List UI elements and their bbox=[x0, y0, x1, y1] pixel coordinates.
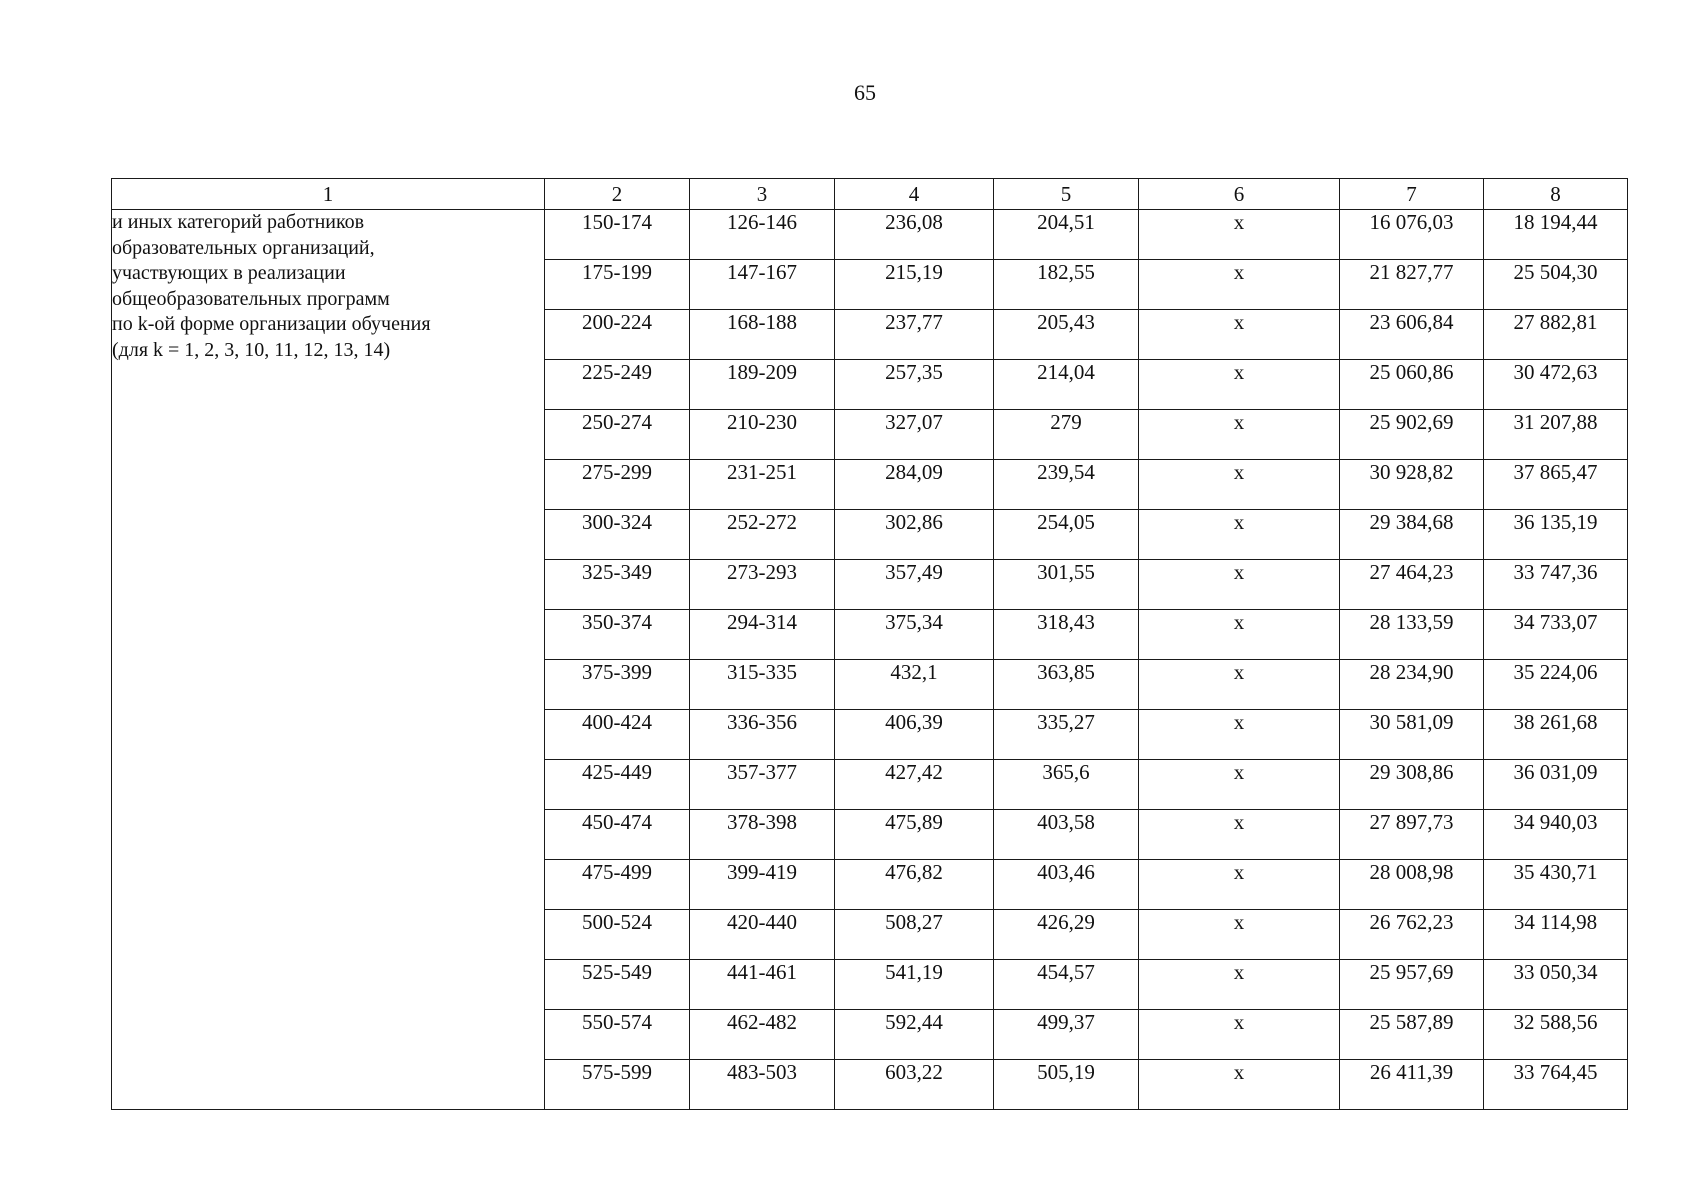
column-header: 8 bbox=[1484, 179, 1628, 210]
table-cell: 25 060,86 bbox=[1340, 360, 1484, 410]
table-cell: 406,39 bbox=[835, 710, 994, 760]
table-cell: 150-174 bbox=[545, 210, 690, 260]
table-cell: x bbox=[1139, 510, 1340, 560]
table-cell: 315-335 bbox=[690, 660, 835, 710]
table-cell: x bbox=[1139, 260, 1340, 310]
row-label-line: участвующих в реализации bbox=[112, 262, 346, 284]
table-cell: 26 762,23 bbox=[1340, 910, 1484, 960]
table-cell: x bbox=[1139, 810, 1340, 860]
table-cell: 357,49 bbox=[835, 560, 994, 610]
table-cell: 335,27 bbox=[994, 710, 1139, 760]
table-cell: 27 897,73 bbox=[1340, 810, 1484, 860]
table-cell: 27 464,23 bbox=[1340, 560, 1484, 610]
table-cell: x bbox=[1139, 860, 1340, 910]
table-cell: 37 865,47 bbox=[1484, 460, 1628, 510]
table-cell: 210-230 bbox=[690, 410, 835, 460]
table-cell: 603,22 bbox=[835, 1060, 994, 1110]
table-cell: 147-167 bbox=[690, 260, 835, 310]
table-cell: 30 472,63 bbox=[1484, 360, 1628, 410]
table-cell: 284,09 bbox=[835, 460, 994, 510]
table-cell: 550-574 bbox=[545, 1010, 690, 1060]
table-cell: 175-199 bbox=[545, 260, 690, 310]
table-cell: 318,43 bbox=[994, 610, 1139, 660]
table-cell: 214,04 bbox=[994, 360, 1139, 410]
table-cell: 29 308,86 bbox=[1340, 760, 1484, 810]
row-label-line: образовательных организаций, bbox=[112, 236, 375, 259]
column-header: 3 bbox=[690, 179, 835, 210]
table-cell: 205,43 bbox=[994, 310, 1139, 360]
table-cell: x bbox=[1139, 210, 1340, 260]
row-label-line: по k-ой форме организации обучения bbox=[112, 313, 431, 335]
table-cell: 403,46 bbox=[994, 860, 1139, 910]
table-cell: 254,05 bbox=[994, 510, 1139, 560]
table-cell: x bbox=[1139, 360, 1340, 410]
table-cell: x bbox=[1139, 410, 1340, 460]
table-cell: x bbox=[1139, 710, 1340, 760]
table-cell: 33 050,34 bbox=[1484, 960, 1628, 1010]
table-cell: 350-374 bbox=[545, 610, 690, 660]
table-cell: 279 bbox=[994, 410, 1139, 460]
table-cell: 252-272 bbox=[690, 510, 835, 560]
table-cell: 325-349 bbox=[545, 560, 690, 610]
table-cell: 508,27 bbox=[835, 910, 994, 960]
table-cell: 592,44 bbox=[835, 1010, 994, 1060]
table-cell: 26 411,39 bbox=[1340, 1060, 1484, 1110]
table-row bbox=[112, 210, 1628, 260]
table-cell: 23 606,84 bbox=[1340, 310, 1484, 360]
column-header: 4 bbox=[835, 179, 994, 210]
table-cell: 300-324 bbox=[545, 510, 690, 560]
table-cell: 378-398 bbox=[690, 810, 835, 860]
table-cell: 36 135,19 bbox=[1484, 510, 1628, 560]
table-cell: 182,55 bbox=[994, 260, 1139, 310]
table-cell: 427,42 bbox=[835, 760, 994, 810]
table-header-row bbox=[112, 179, 1628, 210]
table-cell: 403,58 bbox=[994, 810, 1139, 860]
table-cell: 432,1 bbox=[835, 660, 994, 710]
table-cell: 426,29 bbox=[994, 910, 1139, 960]
table-cell: 400-424 bbox=[545, 710, 690, 760]
table-cell: x bbox=[1139, 660, 1340, 710]
row-label-line: общеобразовательных программ bbox=[112, 287, 390, 310]
table-cell: 336-356 bbox=[690, 710, 835, 760]
table-cell: 237,77 bbox=[835, 310, 994, 360]
page-number: 65 bbox=[854, 80, 876, 105]
table-cell: 454,57 bbox=[994, 960, 1139, 1010]
table-cell: 483-503 bbox=[690, 1060, 835, 1110]
table-cell: 32 588,56 bbox=[1484, 1010, 1628, 1060]
table-cell: 500-524 bbox=[545, 910, 690, 960]
table-cell: 450-474 bbox=[545, 810, 690, 860]
table-cell: 399-419 bbox=[690, 860, 835, 910]
table-cell: 425-449 bbox=[545, 760, 690, 810]
table-cell: 34 940,03 bbox=[1484, 810, 1628, 860]
table-cell: 29 384,68 bbox=[1340, 510, 1484, 560]
table-cell: 200-224 bbox=[545, 310, 690, 360]
table-cell: 168-188 bbox=[690, 310, 835, 360]
table-cell: 273-293 bbox=[690, 560, 835, 610]
table-cell: 499,37 bbox=[994, 1010, 1139, 1060]
table-cell: 375,34 bbox=[835, 610, 994, 660]
table-cell: x bbox=[1139, 1060, 1340, 1110]
table-cell: 36 031,09 bbox=[1484, 760, 1628, 810]
table-cell: x bbox=[1139, 1010, 1340, 1060]
table-cell: 30 581,09 bbox=[1340, 710, 1484, 760]
table-cell: 462-482 bbox=[690, 1010, 835, 1060]
table-cell: x bbox=[1139, 910, 1340, 960]
table-cell: 236,08 bbox=[835, 210, 994, 260]
table-cell: 34 114,98 bbox=[1484, 910, 1628, 960]
table-cell: 30 928,82 bbox=[1340, 460, 1484, 510]
table-cell: 21 827,77 bbox=[1340, 260, 1484, 310]
table-cell: 541,19 bbox=[835, 960, 994, 1010]
table-cell: 28 133,59 bbox=[1340, 610, 1484, 660]
table-cell: 35 430,71 bbox=[1484, 860, 1628, 910]
table-cell: 257,35 bbox=[835, 360, 994, 410]
table-cell: 294-314 bbox=[690, 610, 835, 660]
table-cell: 575-599 bbox=[545, 1060, 690, 1110]
table-cell: 28 008,98 bbox=[1340, 860, 1484, 910]
table-cell: x bbox=[1139, 760, 1340, 810]
column-header: 6 bbox=[1139, 179, 1340, 210]
table-cell: 35 224,06 bbox=[1484, 660, 1628, 710]
table-cell: 301,55 bbox=[994, 560, 1139, 610]
row-label-line: и иных категорий работников bbox=[112, 211, 365, 233]
table-cell: 126-146 bbox=[690, 210, 835, 260]
table-cell: 365,6 bbox=[994, 760, 1139, 810]
column-header: 5 bbox=[994, 179, 1139, 210]
table-cell: 475,89 bbox=[835, 810, 994, 860]
table-cell: 420-440 bbox=[690, 910, 835, 960]
data-table bbox=[111, 178, 1628, 1110]
table-cell: 475-499 bbox=[545, 860, 690, 910]
table-cell: 357-377 bbox=[690, 760, 835, 810]
table-cell: 28 234,90 bbox=[1340, 660, 1484, 710]
table-cell: 363,85 bbox=[994, 660, 1139, 710]
table-cell: 18 194,44 bbox=[1484, 210, 1628, 260]
table-cell: 441-461 bbox=[690, 960, 835, 1010]
table-cell: 250-274 bbox=[545, 410, 690, 460]
table-cell: x bbox=[1139, 460, 1340, 510]
table-cell: 25 587,89 bbox=[1340, 1010, 1484, 1060]
table-cell: 204,51 bbox=[994, 210, 1139, 260]
table-cell: 38 261,68 bbox=[1484, 710, 1628, 760]
table-cell: 275-299 bbox=[545, 460, 690, 510]
table-cell: 231-251 bbox=[690, 460, 835, 510]
table-cell: x bbox=[1139, 960, 1340, 1010]
table-cell: 33 764,45 bbox=[1484, 1060, 1628, 1110]
table-cell: 25 957,69 bbox=[1340, 960, 1484, 1010]
table-cell: 327,07 bbox=[835, 410, 994, 460]
table-cell: x bbox=[1139, 310, 1340, 360]
column-header: 7 bbox=[1340, 179, 1484, 210]
row-label-line: (для k = 1, 2, 3, 10, 11, 12, 13, 14) bbox=[112, 338, 391, 361]
table-cell: 189-209 bbox=[690, 360, 835, 410]
table-cell: 34 733,07 bbox=[1484, 610, 1628, 660]
column-header: 2 bbox=[545, 179, 690, 210]
table-cell: 302,86 bbox=[835, 510, 994, 560]
table-cell: 25 902,69 bbox=[1340, 410, 1484, 460]
column-header: 1 bbox=[112, 179, 545, 210]
table-cell: 225-249 bbox=[545, 360, 690, 410]
table-cell: x bbox=[1139, 560, 1340, 610]
table-cell: 27 882,81 bbox=[1484, 310, 1628, 360]
table-cell: 505,19 bbox=[994, 1060, 1139, 1110]
table-cell: 25 504,30 bbox=[1484, 260, 1628, 310]
table-cell: 16 076,03 bbox=[1340, 210, 1484, 260]
table-cell: 215,19 bbox=[835, 260, 994, 310]
table-cell: 476,82 bbox=[835, 860, 994, 910]
table-cell: 525-549 bbox=[545, 960, 690, 1010]
table-cell: 239,54 bbox=[994, 460, 1139, 510]
row-label-cell bbox=[112, 210, 545, 1110]
table-cell: 33 747,36 bbox=[1484, 560, 1628, 610]
table-cell: x bbox=[1139, 610, 1340, 660]
table-cell: 31 207,88 bbox=[1484, 410, 1628, 460]
table-cell: 375-399 bbox=[545, 660, 690, 710]
